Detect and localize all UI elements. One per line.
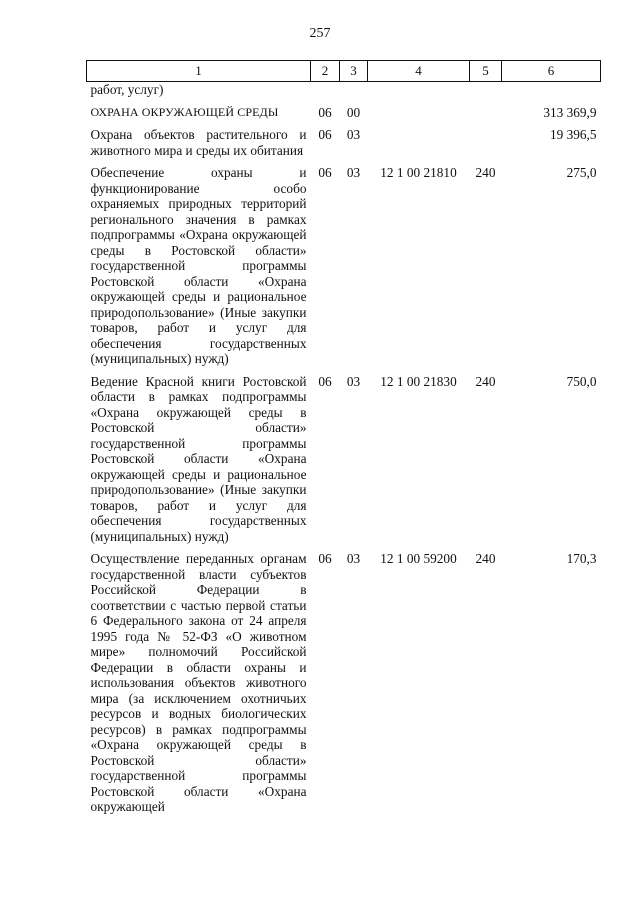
row-sum	[502, 82, 601, 98]
row-razdel: 06	[318, 127, 332, 142]
column-header-name: 1	[87, 61, 311, 82]
table-header-row	[87, 61, 601, 82]
row-name: Ведение Красной книги Ростовской области в рамках подпрограммы «Охрана окружающей среды в Ростовской области» государственной программы Ростовской области «Охрана окружающей среды и рациональное природопользование» (Иные закупки товаров, работ и услуг для обеспечения государственных (муниципальных) нужд)	[90, 373, 307, 544]
row-name: Обеспечение охраны и функционирование особо охраняемых природных территорий регионального значения в рамках подпрограммы «Охрана окружающей среды в Ростовской области» государственной программы Ростовской области «Охрана окружающей среды и рациональное природопользование» (Иные закупки товаров, работ и услуг для обеспечения государственных (муниципальных) нужд)	[90, 165, 307, 366]
row-name: Охрана объектов растительного и животного мира и среды их обитания	[90, 127, 307, 158]
row-vr	[470, 120, 502, 158]
row-podrazdel: 03	[346, 127, 361, 142]
row-razdel: 06	[318, 373, 332, 389]
table-row	[87, 158, 601, 367]
row-name: Осуществление переданных органам государственной власти субъектов Российской Федерации в соответствии с частью первой статьи 6 Федерального закона от 24 апреля 1995 года № 52-ФЗ «О животном мире» полномочий Российской Федерации в области охраны и использования объектов животного мира (за исключением охотничьих ресурсов и водных биологических ресурсов) в рамках подпрограммы «Охрана окружающей среды в Ростовской области» государственной программы Ростовской области «Охрана окружающей	[90, 551, 307, 814]
row-csr: 12 1 00 59200	[380, 551, 457, 566]
row-name: ОХРАНА ОКРУЖАЮЩЕЙ СРЕДЫ	[90, 104, 279, 119]
row-sum: 750,0	[566, 373, 597, 389]
row-podrazdel: 03	[346, 373, 361, 389]
table-row	[87, 120, 601, 158]
row-podrazdel	[340, 82, 368, 98]
row-razdel	[311, 82, 340, 98]
table-row	[87, 98, 601, 121]
row-podrazdel: 03	[346, 551, 361, 566]
row-sum: 19 396,5	[549, 127, 597, 142]
column-header-vr: 5	[470, 61, 502, 82]
row-sum: 170,3	[566, 551, 597, 566]
row-podrazdel: 03	[346, 165, 361, 180]
column-header-razdel: 2	[311, 61, 340, 82]
table-row	[87, 82, 601, 98]
row-sum: 313 369,9	[543, 104, 597, 120]
row-csr	[368, 120, 470, 158]
row-name: работ, услуг)	[90, 82, 164, 97]
row-sum: 275,0	[566, 165, 597, 180]
table-row	[87, 544, 601, 815]
table-row	[87, 367, 601, 545]
row-vr	[470, 82, 502, 98]
row-csr	[368, 82, 470, 98]
column-header-sum: 6	[502, 61, 601, 82]
row-vr: 240	[475, 165, 496, 180]
row-vr: 240	[475, 373, 496, 389]
row-csr	[368, 98, 470, 121]
column-header-csr: 4	[368, 61, 470, 82]
row-vr	[470, 98, 502, 121]
row-vr: 240	[475, 551, 496, 566]
page-number: 257	[309, 26, 331, 41]
row-razdel: 06	[318, 551, 332, 566]
budget-table	[86, 60, 601, 815]
row-podrazdel: 00	[346, 104, 361, 120]
column-header-podrazdel: 3	[340, 61, 368, 82]
row-razdel: 06	[318, 165, 332, 180]
row-razdel: 06	[318, 104, 332, 120]
row-csr: 12 1 00 21810	[380, 165, 457, 180]
row-csr: 12 1 00 21830	[380, 373, 457, 389]
